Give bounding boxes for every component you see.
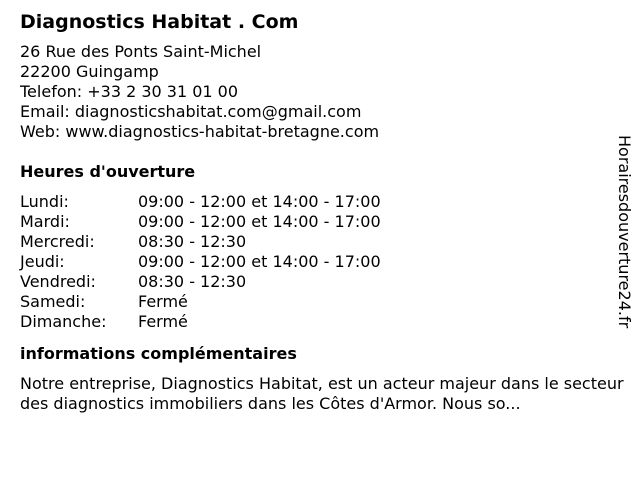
day-hours: 09:00 - 12:00 et 14:00 - 17:00 (138, 192, 381, 211)
address-street: 26 Rue des Ponts Saint-Michel (20, 42, 262, 61)
hours-row-vendredi (20, 272, 620, 292)
day-hours: 09:00 - 12:00 et 14:00 - 17:00 (138, 252, 381, 271)
day-label: Vendredi: (20, 272, 96, 291)
contact-block (20, 42, 620, 142)
business-name: Diagnostics Habitat . Com (20, 11, 299, 33)
email-text: Email: diagnosticshabitat.com@gmail.com (20, 102, 362, 121)
business-card (20, 10, 624, 414)
day-label: Jeudi: (20, 252, 65, 271)
address-city: 22200 Guingamp (20, 62, 159, 81)
hours-heading: Heures d'ouverture (20, 162, 196, 181)
web-text: Web: www.diagnostics-habitat-bretagne.com (20, 122, 380, 141)
day-label: Samedi: (20, 292, 86, 311)
day-hours: 08:30 - 12:30 (138, 272, 247, 291)
hours-row-lundi (20, 192, 620, 212)
day-hours: Fermé (138, 312, 188, 331)
info-description: Notre entreprise, Diagnostics Habitat, est un acteur majeur dans le secteur des diagnostics immobiliers dans les Côtes d'Armor. Nous so... (20, 374, 624, 413)
hours-row-mercredi (20, 232, 620, 252)
info-heading: informations complémentaires (20, 344, 297, 363)
day-hours: 09:00 - 12:00 et 14:00 - 17:00 (138, 212, 381, 231)
hours-row-samedi (20, 292, 620, 312)
hours-row-jeudi (20, 252, 620, 272)
hours-table (20, 192, 620, 332)
day-label: Lundi: (20, 192, 69, 211)
day-label: Mardi: (20, 212, 70, 231)
day-hours: 08:30 - 12:30 (138, 232, 247, 251)
day-label: Mercredi: (20, 232, 95, 251)
hours-row-dimanche (20, 312, 620, 332)
day-label: Dimanche: (20, 312, 107, 331)
phone-text: Telefon: +33 2 30 31 01 00 (20, 82, 239, 101)
day-hours: Fermé (138, 292, 188, 311)
site-watermark: Horairesdouverture24.fr (615, 135, 634, 329)
hours-row-mardi (20, 212, 620, 232)
